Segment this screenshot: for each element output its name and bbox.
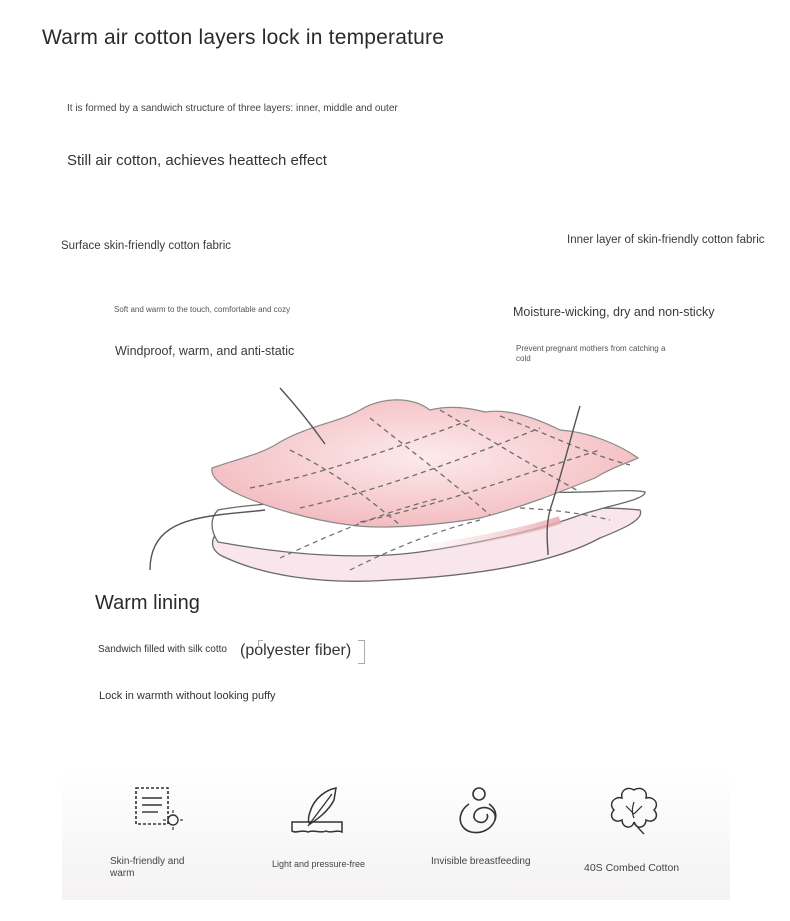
feature-breastfeeding (431, 770, 581, 900)
feature-label: Invisible breastfeeding (431, 856, 531, 867)
cotton-flower-icon (604, 784, 664, 836)
lock-warmth-text: Lock in warmth without looking puffy (99, 690, 276, 702)
surface-fabric-label: Surface skin-friendly cotton fabric (61, 240, 232, 252)
feature-cotton (584, 770, 734, 900)
feature-label: Skin-friendly and warm (110, 856, 185, 879)
page-title: Warm air cotton layers lock in temperature (42, 26, 445, 49)
feather-icon (286, 784, 346, 836)
pillow-sun-icon (130, 784, 190, 836)
feature-label: 40S Combed Cotton (584, 862, 680, 874)
inner-fabric-tiny: Prevent pregnant mothers from catching a cold (516, 344, 666, 363)
lining-fill-text: Sandwich filled with silk cotto (98, 644, 227, 655)
warm-lining-title: Warm lining (95, 592, 200, 614)
polyester-fiber-text: (polyester fiber) (240, 642, 352, 659)
heattech-subtitle: Still air cotton, achieves heattech effect (67, 152, 327, 169)
feature-light (272, 770, 422, 900)
fabric-layers-diagram (140, 380, 660, 600)
surface-fabric-feature: Windproof, warm, and anti-static (115, 344, 295, 358)
mother-child-icon (449, 784, 509, 836)
feature-label: Light and pressure-free (272, 859, 366, 869)
structure-description: It is formed by a sandwich structure of three layers: inner, middle and outer (67, 103, 398, 114)
inner-fabric-label: Inner layer of skin-friendly cotton fabric (567, 234, 765, 246)
inner-fabric-feature: Moisture-wicking, dry and non-sticky (513, 305, 715, 319)
bracket-right (358, 640, 365, 664)
surface-fabric-tiny: Soft and warm to the touch, comfortable and cozy (114, 305, 291, 314)
feature-strip (62, 770, 730, 900)
bracket-left (258, 640, 263, 647)
polyester-fiber-tag (238, 640, 365, 662)
feature-skin-friendly (110, 770, 260, 900)
